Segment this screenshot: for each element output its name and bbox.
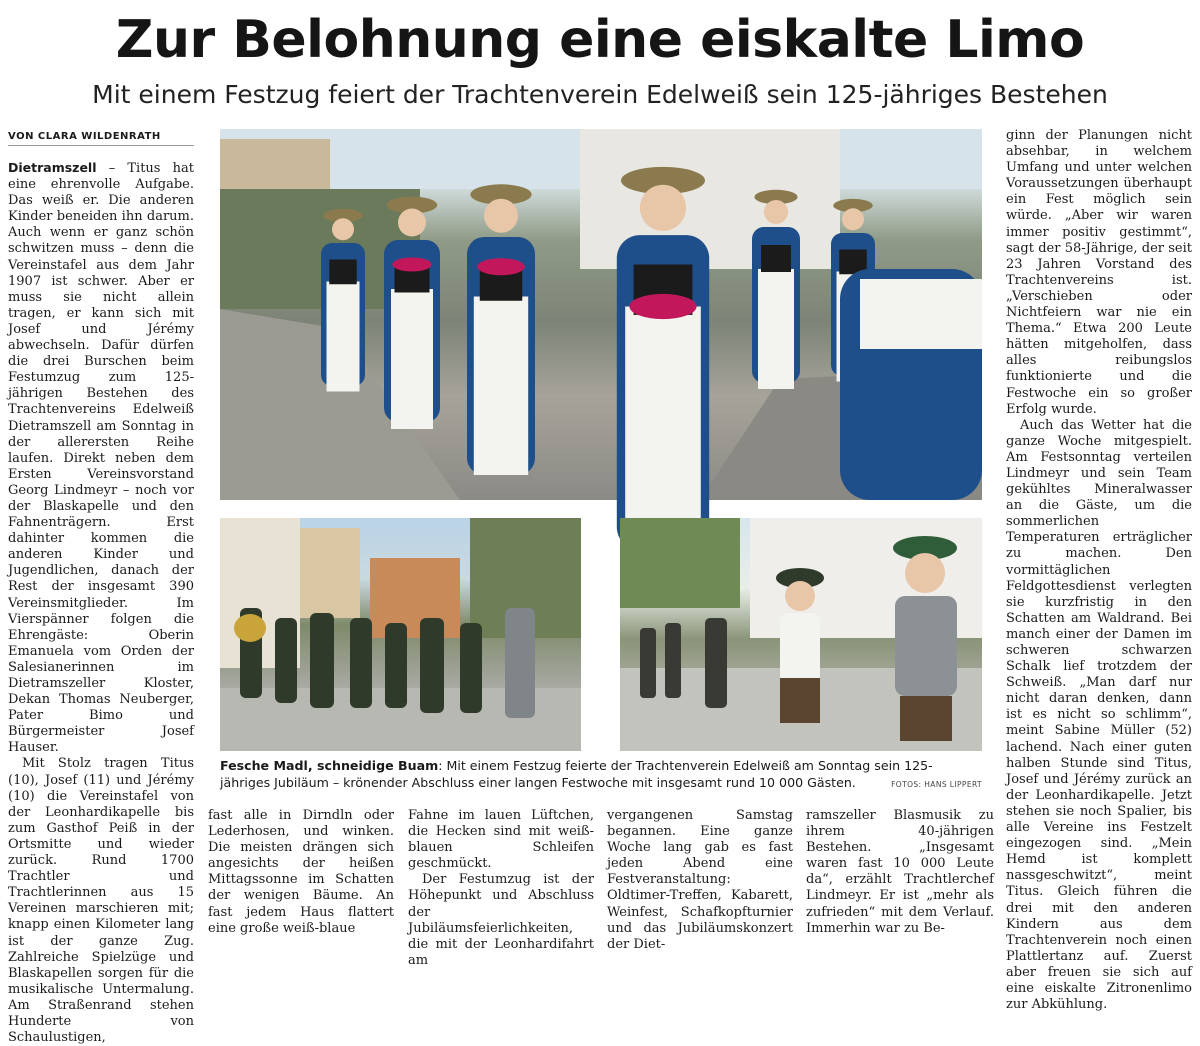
photo-dirndl-procession [220,129,982,500]
photo-dirndl-procession-illustration [220,129,982,500]
paragraph-intro-text: – Titus hat eine ehrenvolle Aufgabe. Das weiß er. Die anderen Kinder beneiden ihn darum. Auch wenn er ganz schön schwitzen muss – denn die Vereinstafel aus dem Jahr 1907 ist schwer. Aber er muss sie nicht allein tragen, er kann sich mit Josef und Jérémy abwechseln. Dafür dürfen die drei Burschen beim Festumzug zum 125-jährigen Bestehen des Trachtenvereins Edelweiß Dietramszell am Sonntag in der allerersten Reihe laufen. Direkt neben dem Ersten Vereinsvorstand Georg Lindmeyr – noch vor der Blaskapelle und den Fahnenträgern. Erst dahinter kommen die anderen Kinder und Jugendlichen, danach der Rest der insgesamt 390 Vereinsmitglieder. Im Vierspänner folgen die Ehrengäste: Oberin Emanuela vom Orden der Salesianerinnen im Dietramszeller Kloster, Dekan Thomas Neuberger, Pater Bimo und Bürgermeister Josef Hauser. [8,161,194,756]
article-column-right [1006,128,1192,1013]
paragraph-flags: Fahne im lauen Lüftchen, die Hecken sind mit weiß-blauen Schleifen geschmückt. [408,808,594,872]
photo-band-procession-illustration [220,518,581,751]
subheadline: Mit einem Festzug feiert der Trachtenverein Edelweiß sein 125-jähriges Bestehen [92,80,1108,109]
paragraph-spectators: fast alle in Dirndln oder Lederhosen, und winken. Die meisten drängen sich angesichts der heißen Mittagssonne im Schatten der wenigen Bäume. An fast jedem Haus flattert eine große weiß-blaue [208,808,394,936]
paragraph-highlight: Der Festumzug ist der Höhepunkt und Abschluss der Jubiläumsfeierlichkeiten, die mit der Leonhardifahrt am [408,872,594,968]
photo-boys-procession-illustration [620,518,982,751]
article-column-bottom-3 [607,808,793,953]
dateline: Dietramszell [8,160,97,175]
byline: VON CLARA WILDENRATH [8,131,194,146]
paragraph-intro [8,160,194,756]
photo-boys-procession [620,518,982,751]
caption-text: : Mit einem Festzug feierte der Trachtenverein Edelweiß am Sonntag sein 125-jähriges Jubiläum – krönender Abschluss einer langen Festwoche mit insgesamt rund 10 000 Gästen. [220,758,933,790]
headline: Zur Belohnung eine eiskalte Limo [115,10,1085,70]
paragraph-weather: Auch das Wetter hat die ganze Woche mitgespielt. Am Festsonntag verteilen Lindmeyr und sein Team gekühltes Mineralwasser an die Gäste, um die sommerlichen Temperaturen erträglicher zu machen. Den vormittäglichen Feldgottesdienst verlegten sie kurzfristig in den Schatten am Waldrand. Bei manch einer der Damen im schweren schwarzen Schalk lief trotzdem der Schweiß. „Man darf nur nicht daran denken, dann ist es nicht so schlimm“, meint Sabine Müller (52) lachend. Nach einer guten halben Stunde sind Titus, Josef und Jérémy zurück an der Leonhardikapelle. Jetzt stehen sie noch Spalier, bis alle Vereine ins Festzelt eingezogen sind. „Mein Hemd ist komplett nassgeschwitzt“, meint Titus. Gleich führen die drei mit den anderen Kindern aus dem Trachtenverein noch einen Plattlertanz auf. Zuerst aber freuen sie sich auf eine eiskalte Zitronenlimo zur Abkühlung. [1006,417,1192,1013]
paragraph-procession: Mit Stolz tragen Titus (10), Josef (11) und Jérémy (10) die Vereinstafel von der Leonhardikapelle bis zum Gasthof Peiß in der Ortsmitte und wieder zurück. Rund 1700 Trachtler und Trachtlerinnen aus 15 Vereinen marschieren mit; knapp einen Kilometer lang ist der ganze Zug. Zahlreiche Spielzüge und Blaskapellen sorgen für die musikalische Untermalung. Am Straßenrand stehen Hunderte von Schaulustigen, [8,756,194,1046]
article-column-bottom-4 [806,808,994,937]
caption-title: Fesche Madl, schneidige Buam [220,758,439,773]
article-column-bottom-1 [208,808,394,937]
paragraph-festweek: vergangenen Samstag begannen. Eine ganze Woche lang gab es fast jeden Abend eine Festveranstaltung: Oldtimer-Treffen, Kabarett, Weinfest, Schafkopfturnier und das Jubiläumskonzert der Diet- [607,808,793,952]
article-column-left [8,160,194,1046]
paragraph-planning: ginn der Planungen nicht absehbar, in welchem Umfang und unter welchen Voraussetzungen überhaupt ein Fest möglich sein würde. „Aber wir waren immer positiv gestimmt“, sagt der 58-Jährige, der seit 23 Jahren Vorstand des Trachtenvereins ist. „Verschieben oder Nichtfeiern war nie ein Thema.“ Etwa 200 Leute hätten mitgeholfen, dass alles reibungslos funktionierte und die Festwoche ein so großer Erfolg wurde. [1006,128,1192,417]
photo-band-procession [220,518,581,751]
photo-caption [220,758,982,791]
photo-credit: FOTOS: HANS LIPPERT [891,780,982,789]
article-column-bottom-2 [408,808,594,969]
paragraph-visitors: ramszeller Blasmusik zu ihrem 40-jährigen Bestehen. „Insgesamt waren fast 10 000 Leute da“, erzählt Trachtlerchef Lindmeyr. Er ist „mehr als zufrieden“ mit dem Verlauf. Immerhin war zu Be- [806,808,994,936]
